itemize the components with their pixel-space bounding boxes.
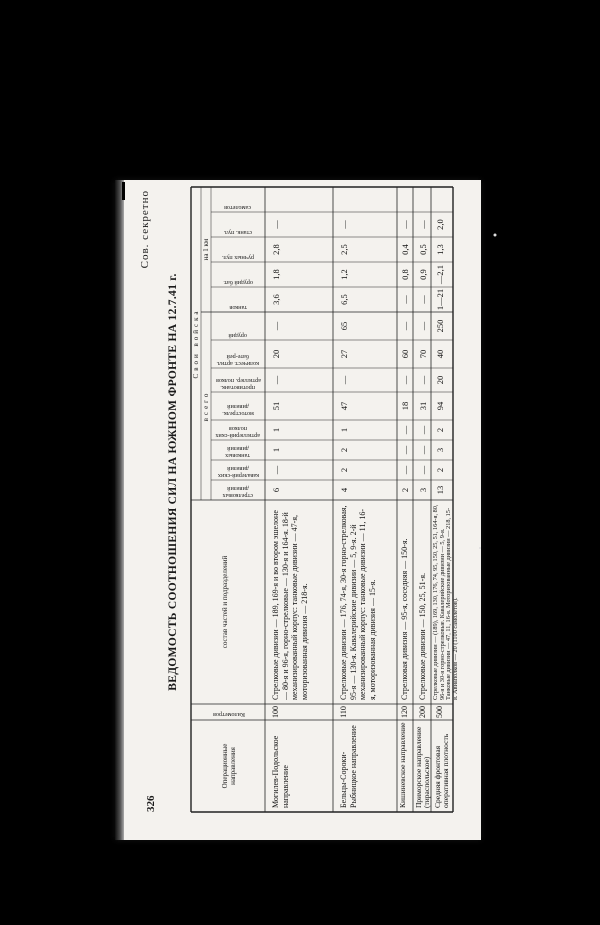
row-2-km: 110: [339, 706, 348, 718]
row-1-n9: 3,6: [271, 294, 281, 305]
header-sub-8: орудий: [228, 332, 248, 339]
row-1-composition: Стрелковые дивизии — 189, 169-я и во втором эшелоне — 80-я и 96-я, горно-стрелковые — 130-я и 164-я. 18-й механизированный корпус: танковые дивизии — 47-я, моторизованная дивизия — 218-я.: [271, 510, 309, 700]
row-4-n7: 70: [418, 349, 428, 359]
row-3-composition: Стрелковая дивизия — 95-я, соседняя — 150-я.: [400, 538, 409, 700]
page-number: 326: [145, 795, 157, 812]
row-5-n2: 2: [435, 467, 445, 473]
header-sub-1: стрелковых дивизий: [222, 485, 254, 499]
row-2-n5: 47: [339, 401, 349, 411]
header-sub-2: кавалерий-ских дивизий: [217, 465, 259, 479]
header-sub-5: мотострелк. дивизий: [222, 403, 254, 417]
row-5-n8: 250: [435, 319, 445, 333]
row-2-composition: Стрелковые дивизии — 176, 74-я, 30-я горно-стрелковая, 95-я — 130-я. Кавалерийские дивизии — 5, 9-я. 2-й механизированный корпус: танковые дивизии — 11, 16-я, моторизованная дивизия — 15-я.: [339, 505, 377, 700]
row-1-n10: 1,8: [271, 269, 281, 280]
row-4-n3: —: [418, 445, 428, 455]
header-pk-2: орудий бат.: [223, 279, 253, 286]
row-4-n10: 0,9: [418, 269, 428, 280]
speck: [479, 547, 481, 549]
row-5-n4: 2: [435, 427, 445, 433]
row-2-n3: 2: [339, 447, 349, 453]
rotated-page: [133, 182, 463, 822]
row-4-direction: Приморское направление (тираспольское): [414, 726, 431, 808]
row-5-n11: 1,3: [435, 244, 445, 255]
forces-table: [191, 187, 459, 812]
row-1-n3: 1: [271, 447, 281, 453]
header-own-forces: Свои войска: [192, 308, 200, 379]
row-4-n4: —: [418, 425, 428, 435]
row-3-n7: 60: [400, 349, 410, 359]
row-2-n8: 65: [339, 321, 349, 331]
row-3-n4: —: [400, 425, 410, 435]
document-title: ВЕДОМОСТЬ СООТНОШЕНИЯ СИЛ НА ЮЖНОМ ФРОНТЕ НА 12.7.41 г.: [167, 273, 179, 691]
row-4-n5: 31: [418, 401, 428, 411]
row-2-n7: 27: [339, 349, 349, 359]
secrecy-stamp: Сов. секретно: [139, 190, 151, 269]
row-2-direction: Бельцы-Сороки-Рыбницкое направление: [339, 725, 358, 808]
row-5-direction: Средняя фронтовая оперативная плотность: [433, 733, 450, 808]
row-3-n10: 0,8: [400, 269, 410, 280]
row-4-n9: —: [418, 295, 428, 304]
row-4-composition: Стрелковые дивизии — 150, 25, 51-я.: [418, 572, 427, 700]
row-5-n3: 3: [435, 447, 445, 453]
row-2-n6: —: [339, 375, 349, 385]
header-sub-7: количест. артил. бате-рей: [216, 353, 260, 367]
row-3-n2: —: [400, 465, 410, 475]
row-4-n6: —: [418, 375, 428, 385]
row-1-direction: Могилев-Подольское направление: [271, 735, 290, 808]
row-4-n1: 3: [418, 487, 428, 493]
row-2-n11: 2,5: [339, 244, 349, 255]
header-pk-1: танков: [229, 304, 247, 311]
row-3-n11: 0,4: [400, 244, 410, 255]
header-sub-6: противотанк. артиллер. полков: [215, 377, 261, 391]
row-4-n12: —: [418, 220, 428, 229]
header-sub-4: артиллерий-ских полков: [215, 425, 261, 439]
row-5-n1: 13: [435, 485, 445, 495]
row-2-n9: 6,5: [339, 294, 349, 305]
row-3-km: 120: [400, 706, 409, 718]
row-2-n2: 2: [339, 467, 349, 473]
row-2-n4: 1: [339, 427, 349, 433]
row-3-n9: —: [400, 295, 410, 304]
header-total: всего: [202, 390, 210, 422]
row-2-n10: 1,2: [339, 269, 349, 280]
row-1-n1: 6: [271, 487, 281, 493]
row-1-n2: —: [271, 465, 281, 475]
row-5-n7: 40: [435, 349, 445, 359]
speck: [494, 234, 497, 237]
header-direction: Операционные направления: [221, 743, 237, 789]
row-3-direction: Кишиневское направление: [398, 722, 407, 808]
speck: [122, 182, 125, 200]
row-2-n12: —: [339, 220, 349, 229]
header-sub-3: танковых дивизий: [225, 445, 251, 459]
row-3-n12: —: [400, 220, 410, 229]
header-pk-4: станк. пул.: [223, 229, 253, 236]
row-1-n12: —: [271, 220, 281, 229]
header-composition: состав частей и подразделений: [221, 555, 229, 649]
row-3-n8: —: [400, 321, 410, 331]
speck: [85, 451, 94, 458]
row-5-n12: 2,0: [435, 219, 445, 230]
row-1-n11: 2,8: [271, 244, 281, 255]
row-4-n8: —: [418, 321, 428, 331]
row-3-n1: 2: [400, 487, 410, 493]
row-1-n6: —: [271, 375, 281, 385]
header-per-km: на 1 км: [202, 238, 210, 261]
row-4-n2: —: [418, 465, 428, 475]
header-pk-3: ручных пул.: [221, 254, 255, 261]
row-5-n6: 20: [435, 375, 445, 385]
header-km: Километров: [212, 711, 246, 718]
row-1-n5: 51: [271, 401, 281, 411]
row-1-n8: —: [271, 321, 281, 331]
row-4-n11: 0,5: [418, 244, 428, 255]
row-1-km: 100: [271, 706, 280, 718]
row-3-n3: —: [400, 445, 410, 455]
row-5-km: 500: [435, 706, 444, 718]
row-1-n7: 20: [271, 349, 281, 359]
row-5-n5: 94: [435, 401, 445, 411]
row-5-n9: 1—21: [435, 288, 445, 311]
row-5-composition: Стрелковые дивизии — (189), 169, 130, 176, 74, 95, 150, 25, 51, 164-я, 80, 96-я и 30-я горно-стрелковые. Кавалерийские дивизии — 5, 9-я. Танковые дивизии — 47, 11, 16-я. Моторизованные дивизии — 218, 15-я. Авиаполков — 20 (1100 самолетов).: [432, 504, 459, 700]
row-5-n10: —2,1: [435, 264, 445, 285]
row-4-km: 200: [418, 706, 427, 718]
header-pk-5: самолетов: [224, 204, 252, 211]
row-1-n4: 1: [271, 427, 281, 433]
row-3-n5: 18: [400, 401, 410, 411]
row-3-n6: —: [400, 375, 410, 385]
row-2-n1: 4: [339, 487, 349, 493]
